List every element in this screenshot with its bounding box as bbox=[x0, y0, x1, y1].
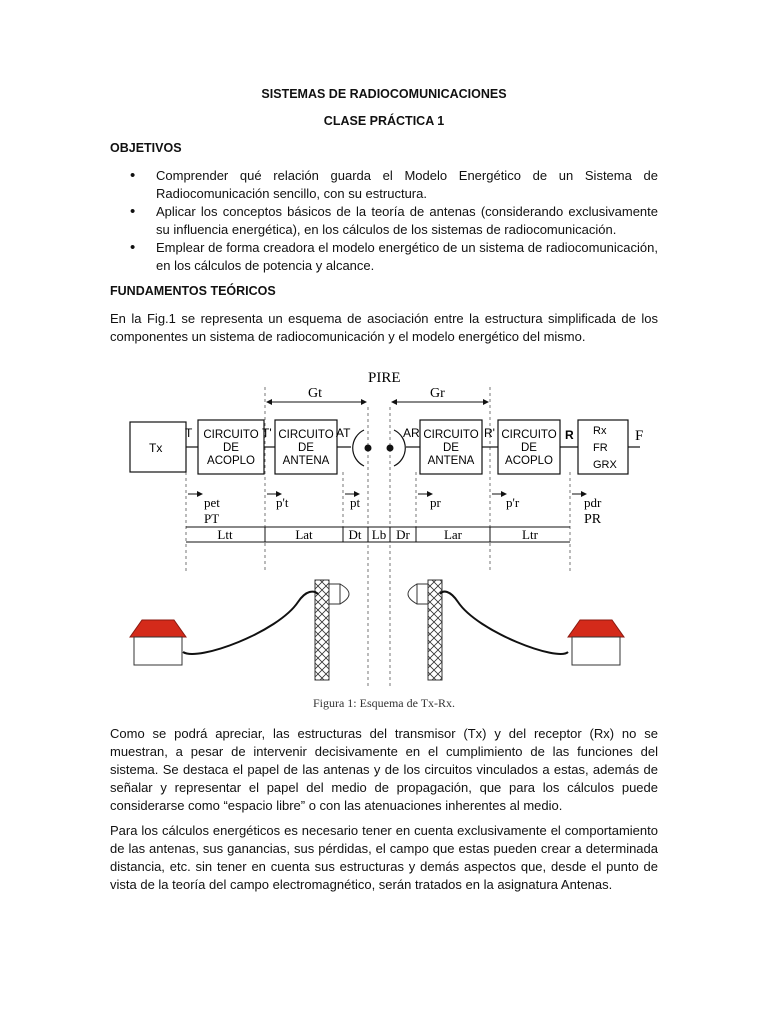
tx-antena-line3: ANTENA bbox=[282, 455, 330, 467]
at-label: AT bbox=[336, 426, 351, 440]
document-title: SISTEMAS DE RADIOCOMUNICACIONES bbox=[261, 87, 507, 101]
power-p-prime-t: p't bbox=[276, 495, 289, 510]
power-pt: pt bbox=[350, 495, 361, 510]
tx-antena-line2: DE bbox=[298, 442, 314, 454]
objective-item: • Aplicar los conceptos básicos de la teoría de antenas (considerando exclusivamente su influencia energética), en los cálculos de los sistemas de radiocomunicación. bbox=[110, 203, 658, 239]
tx-cable bbox=[183, 592, 318, 654]
ar-label: AR bbox=[403, 426, 420, 440]
loss-Lat: Lat bbox=[295, 527, 313, 542]
paragraph-3: Para los cálculos energéticos es necesario tener en cuenta exclusivamente el comportamiento de las antenas, sus ganancias, sus pérdidas, el campo que estas pueden crear a determinada distancia, etc. sin tener en cuenta sus estructuras y demás aspectos que, desde el punto de vista de la teoría del campo electromagnético, serán tratados en la asignatura Antenas. bbox=[110, 823, 658, 892]
loss-Dr: Dr bbox=[396, 527, 410, 542]
rx-cable bbox=[440, 592, 568, 654]
objective-item: • Comprender qué relación guarda el Modelo Energético de un Sistema de Radiocomunicación sencillo, con su estructura. bbox=[110, 167, 658, 203]
rx-line1: Rx bbox=[593, 425, 607, 437]
tx-tower bbox=[315, 580, 329, 680]
tx-house-icon bbox=[130, 620, 186, 665]
loss-Lb: Lb bbox=[371, 527, 387, 542]
power-PT: PT bbox=[204, 511, 220, 526]
rx-antena-line3: ANTENA bbox=[427, 455, 475, 467]
tx-label: Tx bbox=[149, 441, 163, 455]
figure-caption: Figura 1: Esquema de Tx-Rx. bbox=[312, 696, 456, 710]
objectives-list bbox=[110, 167, 658, 275]
intro-paragraph: En la Fig.1 se representa un esquema de asociación entre la estructura simplificada de los componentes un sistema de radiocomunicación y el modelo energético del mismo. bbox=[110, 311, 658, 344]
rx-tower bbox=[428, 580, 442, 680]
fundamentals-heading: FUNDAMENTOS TEÓRICOS bbox=[110, 284, 276, 298]
f-label: F bbox=[635, 428, 644, 444]
rx-dish-icon bbox=[408, 584, 428, 604]
objective-item: • Emplear de forma creadora el modelo energético de un sistema de radiocomunicación, en los cálculos de potencia y alcance. bbox=[110, 239, 658, 275]
tx-antena-line1: CIRCUITO bbox=[278, 429, 334, 441]
tx-acoplo-line3: ACOPLO bbox=[207, 455, 255, 467]
power-pdr: pdr bbox=[584, 495, 602, 510]
objectives-heading: OBJETIVOS bbox=[110, 141, 182, 155]
rx-acoplo-line1: CIRCUITO bbox=[501, 429, 557, 441]
r-label: R bbox=[565, 428, 574, 442]
t-label: T bbox=[185, 426, 193, 440]
tx-antenna-symbol bbox=[353, 430, 372, 466]
power-p-prime-r: p'r bbox=[506, 495, 520, 510]
loss-Ltt: Ltt bbox=[217, 527, 233, 542]
rx-house-icon bbox=[568, 620, 624, 665]
loss-Ltr: Ltr bbox=[522, 527, 538, 542]
paragraph-2: Como se podrá apreciar, las estructuras del transmisor (Tx) y del receptor (Rx) no se muestran, a pesar de intervenir decisivamente en el cumplimiento de las funciones del sistema. Se destaca el papel de las antenas y de los circuitos vinculados a estas, además de señalar y representar el papel del medio de propagación, que para los cálculos puede considerarse como “espacio libre” o con las atenuaciones inherentes al medio. bbox=[110, 726, 658, 813]
rx-antena-line1: CIRCUITO bbox=[423, 429, 479, 441]
power-pet: pet bbox=[204, 495, 220, 510]
pire-label: PIRE bbox=[368, 370, 401, 386]
power-PR: PR bbox=[584, 512, 602, 527]
rx-acoplo-line2: DE bbox=[521, 442, 537, 454]
document-subtitle: CLASE PRÁCTICA 1 bbox=[323, 114, 445, 128]
gt-label: Gt bbox=[308, 386, 322, 401]
tx-rx-diagram bbox=[118, 362, 648, 687]
power-pr: pr bbox=[430, 495, 441, 510]
tx-acoplo-line2: DE bbox=[223, 442, 239, 454]
rx-line3: GRX bbox=[593, 459, 617, 471]
rx-acoplo-line3: ACOPLO bbox=[505, 455, 553, 467]
rx-antena-line2: DE bbox=[443, 442, 459, 454]
tx-acoplo-line1: CIRCUITO bbox=[203, 429, 259, 441]
rx-line2: FR bbox=[593, 442, 608, 454]
t-prime-label: T' bbox=[262, 426, 272, 440]
gr-label: Gr bbox=[430, 386, 445, 401]
loss-Lar: Lar bbox=[443, 527, 463, 542]
r-prime-label: R' bbox=[484, 426, 495, 440]
tx-dish-icon bbox=[329, 584, 349, 604]
loss-Dt: Dt bbox=[348, 527, 362, 542]
